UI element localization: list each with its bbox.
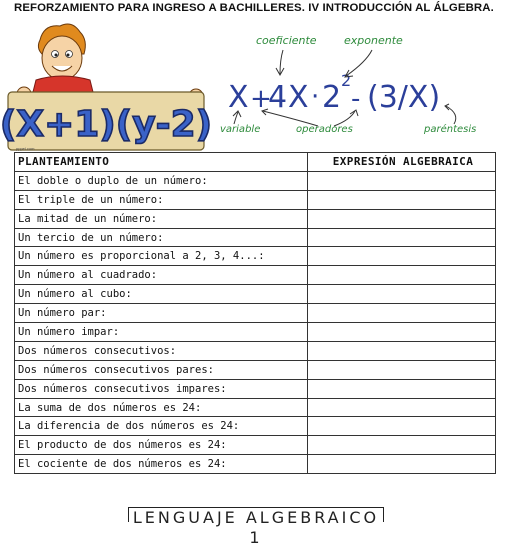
cartoon-kid	[0, 24, 212, 150]
table-row	[15, 436, 496, 455]
planteamiento-cell: Dos números consecutivos impares:	[15, 379, 308, 398]
expresion-cell[interactable]	[308, 247, 496, 266]
worksheet-table	[14, 152, 496, 474]
kid-board-expression: (X+1)(y-2)	[0, 104, 213, 145]
table-row	[15, 228, 496, 247]
table-row	[15, 190, 496, 209]
table-row	[15, 304, 496, 323]
planteamiento-cell: La mitad de un número:	[15, 209, 308, 228]
table-row	[15, 379, 496, 398]
planteamiento-cell: La diferencia de dos números es 24:	[15, 417, 308, 436]
planteamiento-cell: La suma de dos números es 24:	[15, 398, 308, 417]
expresion-cell[interactable]	[308, 398, 496, 417]
expresion-cell[interactable]	[308, 436, 496, 455]
table-row	[15, 285, 496, 304]
expresion-cell[interactable]	[308, 323, 496, 342]
expresion-cell[interactable]	[308, 341, 496, 360]
expresion-cell[interactable]	[308, 379, 496, 398]
expr-exponent: 2	[341, 71, 352, 90]
expresion-cell[interactable]	[308, 171, 496, 190]
footer-heading	[128, 507, 384, 547]
expresion-cell[interactable]	[308, 190, 496, 209]
image-credit: pppel.com	[16, 146, 35, 151]
table-row	[15, 360, 496, 379]
header-illustration	[0, 18, 507, 153]
label-variable: variable	[220, 124, 261, 135]
header-planteamiento: PLANTEAMIENTO	[15, 153, 308, 172]
planteamiento-cell: El triple de un número:	[15, 190, 308, 209]
table-body	[15, 171, 496, 473]
expresion-cell[interactable]	[308, 228, 496, 247]
expresion-cell[interactable]	[308, 285, 496, 304]
planteamiento-cell: Un número al cuadrado:	[15, 266, 308, 285]
expr-dot: ·	[311, 82, 320, 112]
expresion-cell[interactable]	[308, 209, 496, 228]
planteamiento-cell: El producto de dos números es 24:	[15, 436, 308, 455]
table-row	[15, 417, 496, 436]
expresion-cell[interactable]	[308, 360, 496, 379]
header-expresion: EXPRESIÓN ALGEBRAICA	[308, 153, 496, 172]
planteamiento-cell: Un tercio de un número:	[15, 228, 308, 247]
table-row	[15, 398, 496, 417]
kid-face	[42, 36, 82, 80]
table-row	[15, 323, 496, 342]
expr-term2: X	[288, 80, 309, 115]
table-row	[15, 341, 496, 360]
expr-term1: X	[228, 80, 249, 115]
planteamiento-cell: Un número impar:	[15, 323, 308, 342]
planteamiento-cell: Dos números consecutivos pares:	[15, 360, 308, 379]
table-row	[15, 455, 496, 474]
expresion-cell[interactable]	[308, 266, 496, 285]
expr-op1: +	[250, 84, 272, 114]
label-exponente: exponente	[344, 34, 403, 47]
label-parentesis: paréntesis	[424, 124, 477, 135]
table-row	[15, 171, 496, 190]
expr-base: 2	[322, 80, 342, 115]
planteamiento-cell: Un número al cubo:	[15, 285, 308, 304]
expresion-cell[interactable]	[308, 304, 496, 323]
label-operadores: operadores	[296, 124, 353, 135]
table-header-row	[15, 153, 496, 172]
page-title: REFORZAMIENTO PARA INGRESO A BACHILLERES. IV INTRODUCCIÓN AL ÁLGEBRA.	[14, 2, 494, 14]
table-row	[15, 247, 496, 266]
algebra-expression	[228, 71, 440, 115]
table-row	[15, 266, 496, 285]
footer-heading-text: LENGUAJE ALGEBRAICO 1	[132, 508, 380, 547]
label-coeficiente: coeficiente	[256, 34, 317, 47]
expr-op2: -	[351, 84, 361, 114]
planteamiento-cell: Un número es proporcional a 2, 3, 4...:	[15, 247, 308, 266]
planteamiento-cell: Un número par:	[15, 304, 308, 323]
planteamiento-cell: El cociente de dos números es 24:	[15, 455, 308, 474]
planteamiento-cell: El doble o duplo de un número:	[15, 171, 308, 190]
expresion-cell[interactable]	[308, 417, 496, 436]
expr-coef: 4	[268, 80, 288, 115]
planteamiento-cell: Dos números consecutivos:	[15, 341, 308, 360]
expresion-cell[interactable]	[308, 455, 496, 474]
expr-paren: (3/X)	[367, 80, 441, 115]
table-row	[15, 209, 496, 228]
